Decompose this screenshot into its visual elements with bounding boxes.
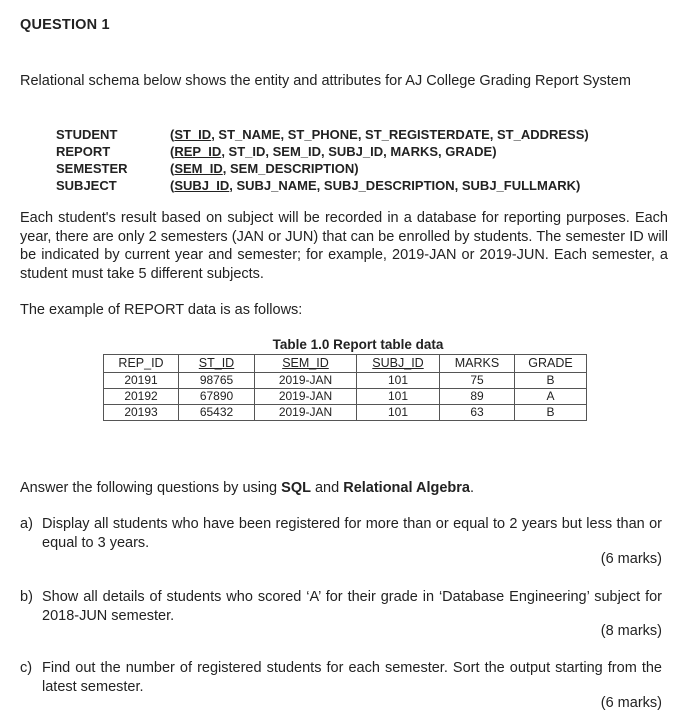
schema-entity-name: SEMESTER xyxy=(56,161,128,176)
schema-attribute-list: , SUBJ_NAME, SUBJ_DESCRIPTION, SUBJ_FULLMARK) xyxy=(229,178,581,193)
question-b xyxy=(20,588,662,625)
question-b-marks: (8 marks) xyxy=(600,623,662,639)
question-title: QUESTION 1 xyxy=(20,17,110,33)
schema-entity-name: SUBJECT xyxy=(56,178,117,193)
table-header-row xyxy=(104,355,587,373)
col-header-sem-id: SEM_ID xyxy=(255,355,357,373)
question-c-marks: (6 marks) xyxy=(600,695,662,711)
schema-attributes: (SUBJ_ID, SUBJ_NAME, SUBJ_DESCRIPTION, SUBJ_FULLMARK) xyxy=(170,178,581,193)
table-row xyxy=(104,373,587,389)
schema-attribute-list: , ST_ID, SEM_ID, SUBJ_ID, MARKS, GRADE) xyxy=(221,144,497,159)
description-paragraph: Each student's result based on subject will be recorded in a database for reporting purposes. Each year, there are only 2 semesters (JAN or JUN) that can be enrolled by students. The semester ID will be indicated by current year and semester; for example, 2019-JAN or 2019-JUN. Each semester, a student must take 5 different subjects. xyxy=(20,210,668,282)
table-cell: 2019-JAN xyxy=(255,405,357,421)
schema-primary-key: SUBJ_ID xyxy=(174,178,230,193)
col-header-grade: GRADE xyxy=(515,355,587,373)
answer-ra: Relational Algebra xyxy=(343,480,470,496)
intro-text: Relational schema below shows the entity and attributes for AJ College Grading Report System xyxy=(20,73,631,89)
table-cell: 101 xyxy=(357,389,440,405)
table-cell: 20191 xyxy=(104,373,179,389)
table-cell: 101 xyxy=(357,405,440,421)
col-header-rep-id: REP_ID xyxy=(104,355,179,373)
table-cell: 20193 xyxy=(104,405,179,421)
schema-row-semester xyxy=(56,160,589,177)
table-cell: B xyxy=(515,373,587,389)
question-a xyxy=(20,515,662,552)
question-letter: b) xyxy=(20,589,33,605)
question-text: Display all students who have been registered for more than or equal to 2 years but less than or equal to 3 years. xyxy=(42,516,662,551)
question-letter: a) xyxy=(20,516,33,532)
schema-entity-name: REPORT xyxy=(56,144,111,159)
schema-attribute-list: , SEM_DESCRIPTION) xyxy=(222,161,359,176)
question-a-marks: (6 marks) xyxy=(600,551,662,567)
table-cell: A xyxy=(515,389,587,405)
question-text: Find out the number of registered students for each semester. Sort the output starting from the latest semester. xyxy=(42,660,662,695)
table-cell: 98765 xyxy=(179,373,255,389)
answer-suffix: . xyxy=(470,480,475,496)
schema-row-student xyxy=(56,126,589,143)
schema-attributes: (ST_ID, ST_NAME, ST_PHONE, ST_REGISTERDATE, ST_ADDRESS) xyxy=(170,127,589,142)
report-table xyxy=(103,354,587,421)
table-cell: 2019-JAN xyxy=(255,373,357,389)
table-cell: 67890 xyxy=(179,389,255,405)
schema-attributes: (SEM_ID, SEM_DESCRIPTION) xyxy=(170,161,359,176)
schema-row-report xyxy=(56,143,589,160)
schema-row-subject xyxy=(56,177,589,194)
relational-schema xyxy=(56,126,589,194)
table-cell: 75 xyxy=(440,373,515,389)
table-cell: 20192 xyxy=(104,389,179,405)
table-row xyxy=(104,389,587,405)
table-row xyxy=(104,405,587,421)
answer-sql: SQL xyxy=(281,480,311,496)
schema-entity-name: STUDENT xyxy=(56,127,118,142)
table-cell: 65432 xyxy=(179,405,255,421)
answer-instruction xyxy=(20,480,474,496)
question-letter: c) xyxy=(20,660,33,676)
table-cell: 63 xyxy=(440,405,515,421)
question-c xyxy=(20,659,662,696)
example-intro: The example of REPORT data is as follows: xyxy=(20,302,303,318)
table-cell: 2019-JAN xyxy=(255,389,357,405)
table-title: Table 1.0 Report table data xyxy=(272,337,444,352)
answer-prefix: Answer the following questions by using xyxy=(20,480,282,496)
table-cell: B xyxy=(515,405,587,421)
col-header-marks: MARKS xyxy=(440,355,515,373)
col-header-st-id: ST_ID xyxy=(179,355,255,373)
schema-attribute-list: , ST_NAME, ST_PHONE, ST_REGISTERDATE, ST_ADDRESS) xyxy=(211,127,589,142)
question-text: Show all details of students who scored ‘A’ for their grade in ‘Database Engineering’ subject for 2018-JUN semester. xyxy=(42,589,662,624)
schema-primary-key: SEM_ID xyxy=(174,161,223,176)
col-header-subj-id: SUBJ_ID xyxy=(357,355,440,373)
schema-attributes: (REP_ID, ST_ID, SEM_ID, SUBJ_ID, MARKS, GRADE) xyxy=(170,144,497,159)
schema-primary-key: REP_ID xyxy=(174,144,222,159)
answer-mid: and xyxy=(310,480,344,496)
schema-primary-key: ST_ID xyxy=(174,127,212,142)
table-cell: 89 xyxy=(440,389,515,405)
table-cell: 101 xyxy=(357,373,440,389)
